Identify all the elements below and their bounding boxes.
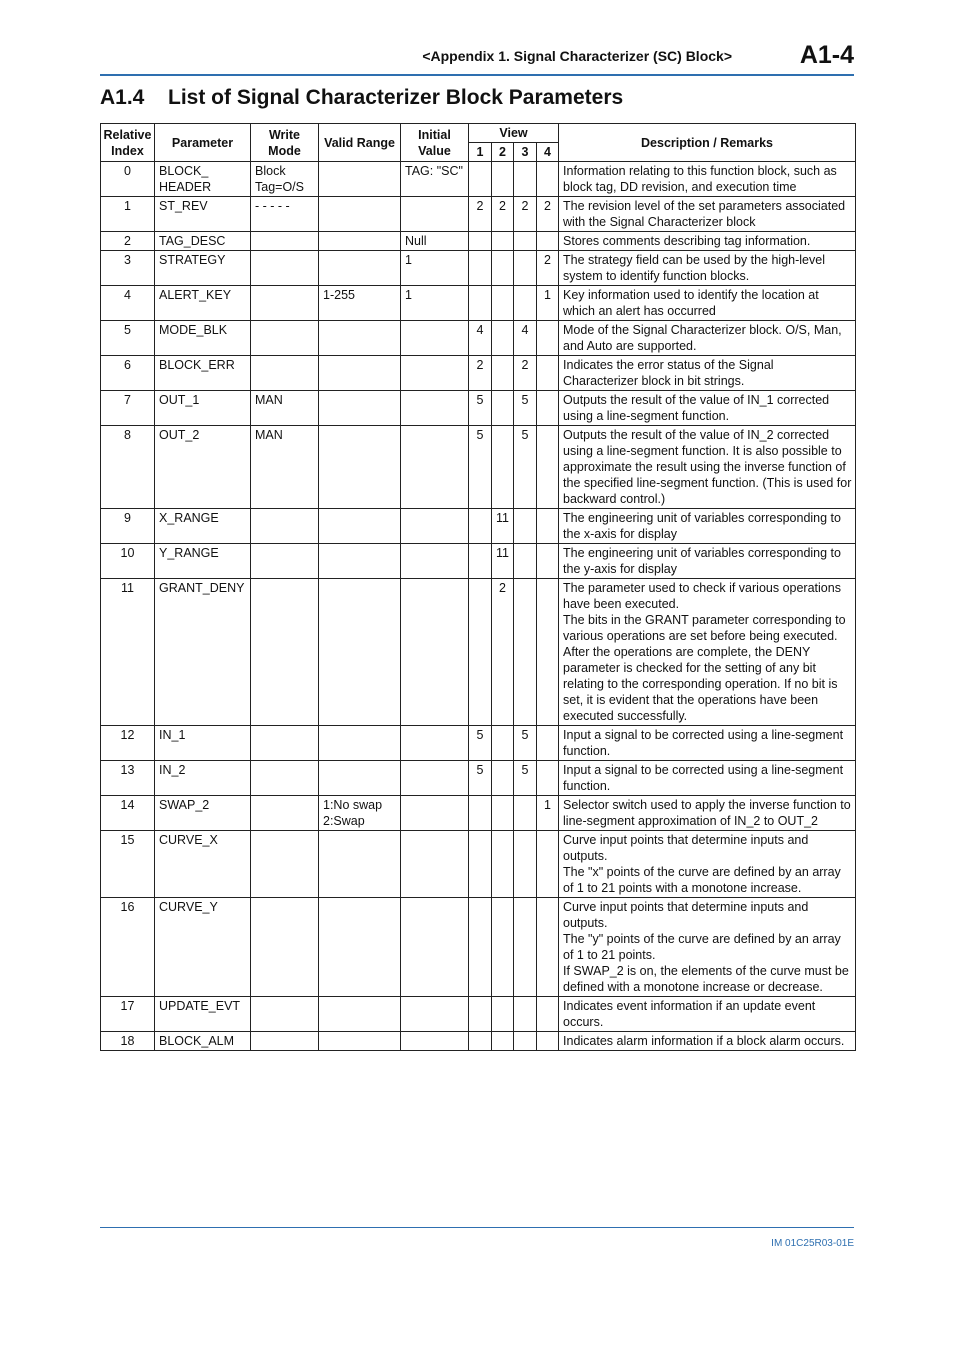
cell-index: 13 (101, 761, 155, 796)
table-row (101, 391, 856, 426)
header-parameter: Parameter (155, 124, 251, 162)
cell-write-mode (251, 761, 319, 796)
cell-parameter: STRATEGY (155, 251, 251, 286)
cell-view-1 (469, 1032, 492, 1051)
cell-valid-range: 1-255 (319, 286, 401, 321)
cell-parameter: SWAP_2 (155, 796, 251, 831)
cell-valid-range (319, 391, 401, 426)
cell-valid-range (319, 544, 401, 579)
cell-view-4 (537, 544, 559, 579)
cell-view-2: 2 (492, 579, 514, 726)
cell-parameter: IN_1 (155, 726, 251, 761)
cell-index: 2 (101, 232, 155, 251)
cell-view-2 (492, 831, 514, 898)
table-row (101, 761, 856, 796)
cell-view-1: 4 (469, 321, 492, 356)
running-header: <Appendix 1. Signal Characterizer (SC) Block> (422, 48, 732, 64)
cell-parameter: GRANT_DENY (155, 579, 251, 726)
cell-parameter: OUT_2 (155, 426, 251, 509)
cell-valid-range (319, 831, 401, 898)
cell-parameter: UPDATE_EVT (155, 997, 251, 1032)
cell-view-2: 11 (492, 509, 514, 544)
table-header-row (101, 124, 856, 143)
cell-view-3 (514, 1032, 537, 1051)
cell-view-1 (469, 509, 492, 544)
cell-description: Stores comments describing tag information. (559, 232, 856, 251)
header-valid-range: Valid Range (319, 124, 401, 162)
cell-initial-value: 1 (401, 251, 469, 286)
page-number: A1-4 (799, 41, 854, 69)
cell-write-mode (251, 579, 319, 726)
cell-view-3: 5 (514, 761, 537, 796)
cell-view-3 (514, 544, 537, 579)
cell-index: 5 (101, 321, 155, 356)
cell-view-1: 2 (469, 356, 492, 391)
cell-initial-value (401, 796, 469, 831)
cell-index: 18 (101, 1032, 155, 1051)
cell-view-4: 1 (537, 796, 559, 831)
cell-view-4 (537, 761, 559, 796)
cell-description: Indicates the error status of the Signal Characterizer block in bit strings. (559, 356, 856, 391)
cell-initial-value (401, 509, 469, 544)
cell-view-4 (537, 391, 559, 426)
footer-rule (100, 1227, 854, 1228)
table-row (101, 321, 856, 356)
cell-view-4 (537, 321, 559, 356)
cell-valid-range: 1:No swap 2:Swap (319, 796, 401, 831)
cell-view-2 (492, 286, 514, 321)
cell-view-2 (492, 162, 514, 197)
cell-valid-range (319, 426, 401, 509)
cell-view-2 (492, 232, 514, 251)
cell-parameter: ALERT_KEY (155, 286, 251, 321)
cell-view-4 (537, 1032, 559, 1051)
cell-valid-range (319, 356, 401, 391)
table-row (101, 796, 856, 831)
cell-initial-value (401, 356, 469, 391)
header-view-2: 2 (492, 143, 514, 162)
cell-description: Indicates event information if an update event occurs. (559, 997, 856, 1032)
cell-view-2 (492, 251, 514, 286)
cell-view-3 (514, 162, 537, 197)
cell-view-3 (514, 579, 537, 726)
cell-index: 14 (101, 796, 155, 831)
cell-description: The strategy field can be used by the high-level system to identify function blocks. (559, 251, 856, 286)
cell-view-4: 1 (537, 286, 559, 321)
cell-view-3: 2 (514, 356, 537, 391)
cell-view-2 (492, 796, 514, 831)
cell-initial-value (401, 761, 469, 796)
cell-valid-range (319, 761, 401, 796)
table-body (101, 162, 856, 1051)
cell-view-1 (469, 544, 492, 579)
cell-view-3: 5 (514, 391, 537, 426)
cell-view-3 (514, 997, 537, 1032)
cell-view-4 (537, 232, 559, 251)
cell-write-mode (251, 898, 319, 997)
cell-view-2 (492, 726, 514, 761)
cell-write-mode (251, 356, 319, 391)
cell-view-2 (492, 391, 514, 426)
cell-valid-range (319, 162, 401, 197)
cell-view-4: 2 (537, 251, 559, 286)
cell-parameter: IN_2 (155, 761, 251, 796)
table-row (101, 356, 856, 391)
cell-parameter: TAG_DESC (155, 232, 251, 251)
cell-write-mode: Block Tag=O/S (251, 162, 319, 197)
cell-view-4 (537, 356, 559, 391)
cell-view-1: 5 (469, 426, 492, 509)
cell-view-3: 5 (514, 426, 537, 509)
cell-description: The revision level of the set parameters associated with the Signal Characterizer block (559, 197, 856, 232)
cell-write-mode (251, 321, 319, 356)
cell-view-1 (469, 831, 492, 898)
cell-view-2 (492, 426, 514, 509)
cell-write-mode (251, 286, 319, 321)
cell-index: 10 (101, 544, 155, 579)
cell-initial-value: Null (401, 232, 469, 251)
cell-view-4 (537, 831, 559, 898)
cell-index: 0 (101, 162, 155, 197)
table-row (101, 726, 856, 761)
table-row (101, 898, 856, 997)
cell-valid-range (319, 197, 401, 232)
cell-valid-range (319, 251, 401, 286)
cell-initial-value (401, 197, 469, 232)
cell-initial-value (401, 544, 469, 579)
cell-index: 4 (101, 286, 155, 321)
document-id: IM 01C25R03-01E (771, 1238, 854, 1249)
cell-description: The engineering unit of variables corresponding to the y-axis for display (559, 544, 856, 579)
cell-view-2 (492, 321, 514, 356)
cell-valid-range (319, 898, 401, 997)
cell-view-3: 4 (514, 321, 537, 356)
table-row (101, 997, 856, 1032)
header-view-4: 4 (537, 143, 559, 162)
table-row (101, 509, 856, 544)
table-row (101, 286, 856, 321)
table-row (101, 197, 856, 232)
cell-index: 1 (101, 197, 155, 232)
cell-index: 3 (101, 251, 155, 286)
cell-view-1: 5 (469, 761, 492, 796)
header-view: View (469, 124, 559, 143)
cell-view-4 (537, 162, 559, 197)
cell-write-mode (251, 796, 319, 831)
cell-initial-value (401, 726, 469, 761)
cell-parameter: X_RANGE (155, 509, 251, 544)
cell-initial-value: 1 (401, 286, 469, 321)
table-row (101, 426, 856, 509)
cell-write-mode: MAN (251, 426, 319, 509)
cell-parameter: BLOCK_ HEADER (155, 162, 251, 197)
cell-parameter: BLOCK_ERR (155, 356, 251, 391)
parameter-table (100, 123, 856, 1051)
cell-view-2 (492, 997, 514, 1032)
cell-write-mode (251, 544, 319, 579)
table-row (101, 831, 856, 898)
cell-view-1 (469, 997, 492, 1032)
section-title (100, 86, 623, 110)
cell-view-4 (537, 579, 559, 726)
cell-description: Curve input points that determine inputs and outputs. The "y" points of the curve are defined by an array of 1 to 21 points. If SWAP_2 is on, the elements of the curve must be defined with a monotone increase or decrease. (559, 898, 856, 997)
cell-view-4: 2 (537, 197, 559, 232)
cell-view-1: 5 (469, 391, 492, 426)
cell-view-1 (469, 898, 492, 997)
cell-view-4 (537, 426, 559, 509)
cell-view-2: 11 (492, 544, 514, 579)
cell-view-1 (469, 232, 492, 251)
cell-description: The parameter used to check if various operations have been executed. The bits in the GRANT parameter corresponding to various operations are set before being executed. After the operations are complete, the DENY parameter is checked for the setting of any bit relating to the corresponding operation. If no bit is set, it is evident that the operations have been executed successfully. (559, 579, 856, 726)
cell-initial-value (401, 898, 469, 997)
cell-view-1: 2 (469, 197, 492, 232)
cell-view-3 (514, 251, 537, 286)
cell-view-1: 5 (469, 726, 492, 761)
cell-valid-range (319, 1032, 401, 1051)
table-row (101, 251, 856, 286)
cell-initial-value (401, 426, 469, 509)
cell-initial-value: TAG: "SC" (401, 162, 469, 197)
cell-description: Input a signal to be corrected using a line-segment function. (559, 761, 856, 796)
cell-valid-range (319, 579, 401, 726)
cell-write-mode (251, 726, 319, 761)
cell-initial-value (401, 831, 469, 898)
cell-index: 7 (101, 391, 155, 426)
cell-initial-value (401, 997, 469, 1032)
cell-description: Mode of the Signal Characterizer block. O/S, Man, and Auto are supported. (559, 321, 856, 356)
cell-description: The engineering unit of variables corresponding to the x-axis for display (559, 509, 856, 544)
cell-parameter: MODE_BLK (155, 321, 251, 356)
cell-index: 12 (101, 726, 155, 761)
table-row (101, 579, 856, 726)
cell-write-mode (251, 251, 319, 286)
cell-view-3 (514, 796, 537, 831)
cell-view-1 (469, 251, 492, 286)
cell-view-1 (469, 579, 492, 726)
header-rule (100, 74, 854, 76)
cell-valid-range (319, 509, 401, 544)
cell-write-mode (251, 232, 319, 251)
header-view-1: 1 (469, 143, 492, 162)
cell-valid-range (319, 997, 401, 1032)
cell-view-3: 5 (514, 726, 537, 761)
cell-initial-value (401, 321, 469, 356)
cell-description: Outputs the result of the value of IN_2 corrected using a line-segment function. It is also possible to approximate the result using the inverse function of the specified line-segment function. (This is used for backward control.) (559, 426, 856, 509)
table-row (101, 232, 856, 251)
cell-index: 6 (101, 356, 155, 391)
cell-parameter: Y_RANGE (155, 544, 251, 579)
cell-view-3 (514, 898, 537, 997)
cell-view-3 (514, 831, 537, 898)
cell-view-2 (492, 898, 514, 997)
cell-initial-value (401, 579, 469, 726)
cell-initial-value (401, 391, 469, 426)
cell-valid-range (319, 321, 401, 356)
cell-index: 8 (101, 426, 155, 509)
cell-parameter: CURVE_Y (155, 898, 251, 997)
cell-initial-value (401, 1032, 469, 1051)
table-row (101, 162, 856, 197)
cell-description: Information relating to this function block, such as block tag, DD revision, and execution time (559, 162, 856, 197)
cell-view-3 (514, 286, 537, 321)
table-row (101, 1032, 856, 1051)
cell-write-mode (251, 509, 319, 544)
cell-write-mode (251, 997, 319, 1032)
cell-view-3: 2 (514, 197, 537, 232)
cell-view-4 (537, 898, 559, 997)
cell-view-4 (537, 726, 559, 761)
cell-index: 16 (101, 898, 155, 997)
cell-view-1 (469, 162, 492, 197)
cell-description: Outputs the result of the value of IN_1 corrected using a line-segment function. (559, 391, 856, 426)
section-title-text: List of Signal Characterizer Block Parameters (168, 86, 624, 109)
cell-description: Indicates alarm information if a block alarm occurs. (559, 1032, 856, 1051)
cell-parameter: BLOCK_ALM (155, 1032, 251, 1051)
cell-write-mode (251, 1032, 319, 1051)
cell-index: 11 (101, 579, 155, 726)
cell-view-4 (537, 997, 559, 1032)
cell-view-1 (469, 796, 492, 831)
header-description: Description / Remarks (559, 124, 856, 162)
header-write-mode: Write Mode (251, 124, 319, 162)
cell-parameter: CURVE_X (155, 831, 251, 898)
header-view-3: 3 (514, 143, 537, 162)
cell-valid-range (319, 232, 401, 251)
cell-view-2 (492, 356, 514, 391)
cell-index: 17 (101, 997, 155, 1032)
header-initial-value: Initial Value (401, 124, 469, 162)
cell-description: Key information used to identify the location at which an alert has occurred (559, 286, 856, 321)
cell-valid-range (319, 726, 401, 761)
table-row (101, 544, 856, 579)
cell-view-2 (492, 1032, 514, 1051)
header-relative-index: Relative Index (101, 124, 155, 162)
section-number: A1.4 (100, 86, 145, 109)
cell-description: Selector switch used to apply the inverse function to line-segment approximation of IN_2 to OUT_2 (559, 796, 856, 831)
cell-view-2 (492, 761, 514, 796)
cell-parameter: OUT_1 (155, 391, 251, 426)
cell-view-3 (514, 509, 537, 544)
cell-view-3 (514, 232, 537, 251)
cell-parameter: ST_REV (155, 197, 251, 232)
cell-view-1 (469, 286, 492, 321)
cell-description: Input a signal to be corrected using a line-segment function. (559, 726, 856, 761)
cell-write-mode (251, 831, 319, 898)
cell-description: Curve input points that determine inputs and outputs. The "x" points of the curve are defined by an array of 1 to 21 points with a monotone increase. (559, 831, 856, 898)
cell-write-mode: MAN (251, 391, 319, 426)
cell-write-mode: - - - - - (251, 197, 319, 232)
cell-view-4 (537, 509, 559, 544)
cell-view-2: 2 (492, 197, 514, 232)
cell-index: 15 (101, 831, 155, 898)
cell-index: 9 (101, 509, 155, 544)
